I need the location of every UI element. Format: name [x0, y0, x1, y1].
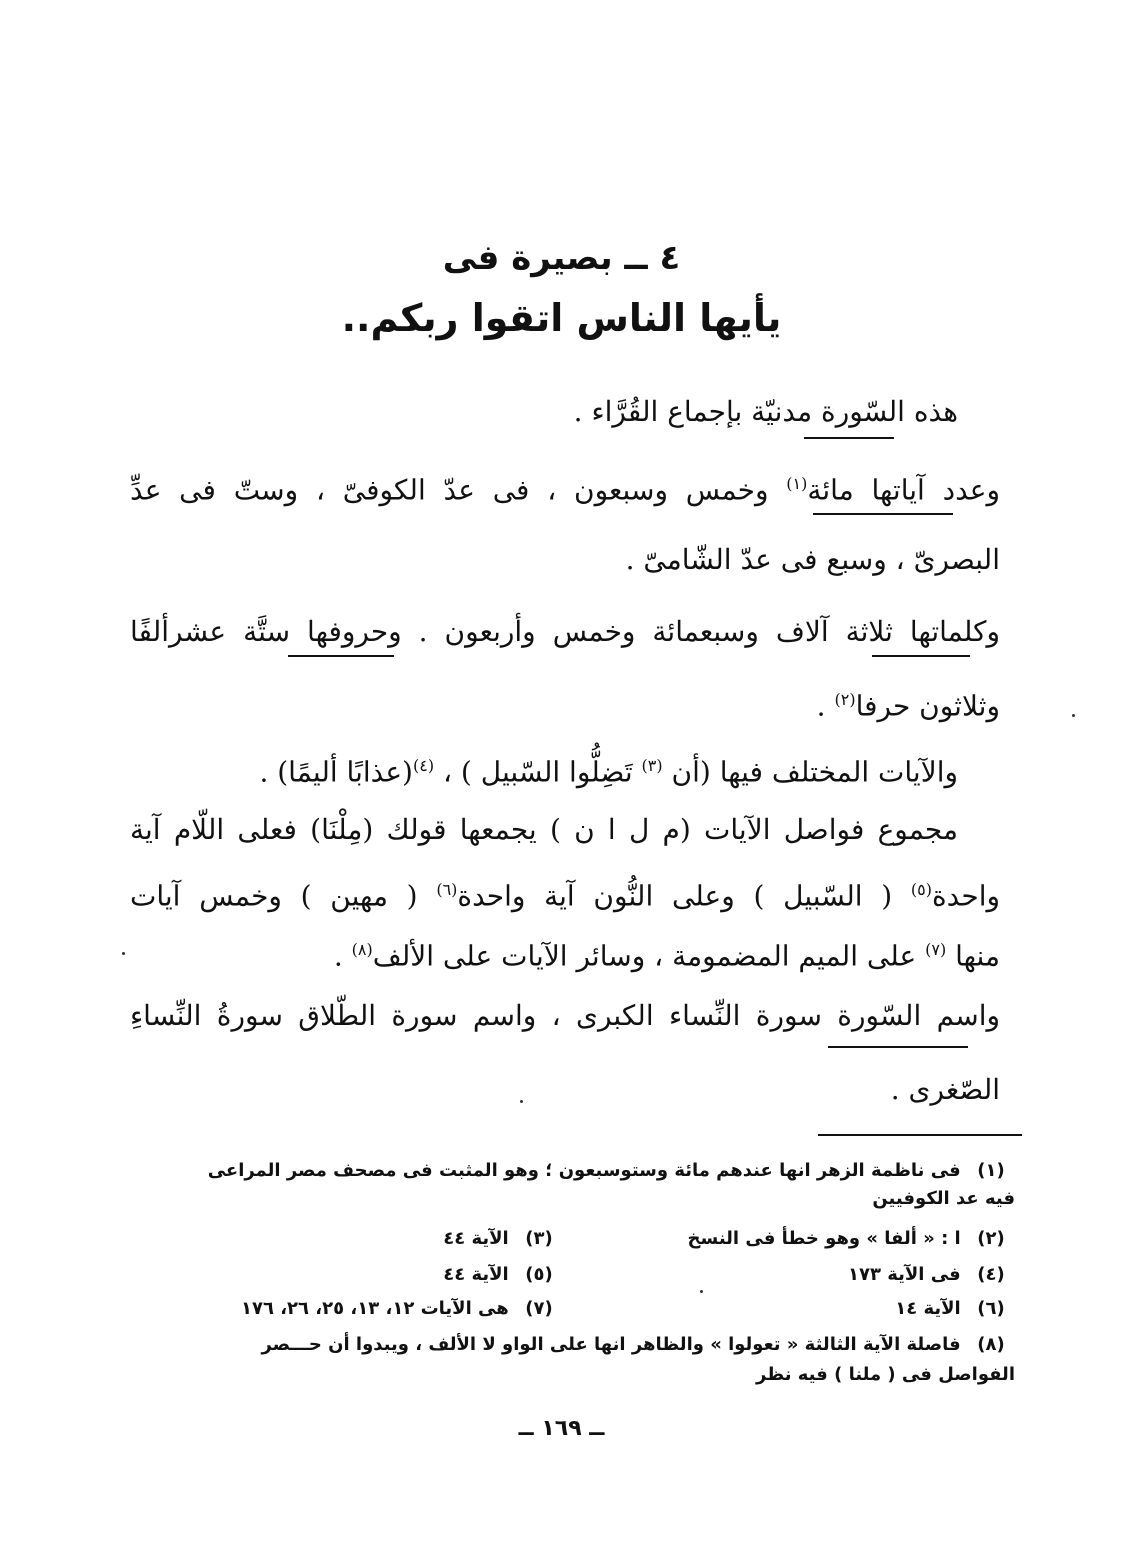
scan-speck	[1072, 714, 1075, 717]
body-line-2: وعدد آياتها مائة$^{(١)}$ وخمس وسبعون ، فى عدّ الكوفىّ ، وستّ فى عدِّ	[130, 473, 1001, 507]
underline-ayatuha	[813, 513, 953, 515]
footnote-6: (٦) الآية ١٤	[895, 1298, 1005, 1319]
footnote-7: (٧) هى الآيات ١٢، ١٣، ٢٥، ٢٦، ١٧٦	[240, 1298, 553, 1319]
underline-ism-alsura	[828, 1046, 968, 1048]
body-line-4: وكلماتها ثلاثة آلاف وسبعمائة وخمس وأربعون . وحروفها ستَّة عشرألفًا	[130, 615, 1000, 648]
body-line-10: واسم السّورة سورة النِّساء الكبرى ، واسم سورة الطّلاق سورةُ النِّساءِ	[130, 999, 1000, 1032]
body-line-5: وثلاثون حرفا$^{(٢)}$ .	[816, 689, 1000, 723]
footnote-ref-5: (٥)	[910, 880, 933, 899]
footnote-ref-4: (٤)	[412, 756, 435, 775]
body-line-8: واحدة$^{(٥)}$ ( السّبيل ) وعلى النُّون آية واحدة$^{(٦)}$ ( مهين ) وخمس آيات	[130, 879, 1000, 913]
footnote-ref-6: (٦)	[436, 880, 458, 899]
body-line-1: هذه السّورة مدنيّة بإجماع القُرَّاء .	[573, 395, 958, 428]
underline-madaniyya	[804, 437, 894, 439]
footnote-4: (٤) فى الآية ١٧٣	[847, 1264, 1005, 1285]
footnote-separator	[818, 1134, 1022, 1136]
footnote-8: (٨) فاصلة الآية الثالثة « تعولوا » والظاهر انها على الواو لا الألف ، ويبدوا أن حـــصر	[261, 1334, 1005, 1355]
scan-speck	[122, 952, 125, 955]
footnote-3: (٣) الآية ٤٤	[443, 1228, 553, 1249]
footnote-2: (٢) ا : « ألفا » وهو خطأ فى النسخ	[687, 1228, 1005, 1249]
body-line-11: الصّغرى .	[890, 1073, 1000, 1106]
footnote-1: (١) فى ناظمة الزهر انها عندهم مائة وستوسبعون ؛ وهو المثبت فى مصحف مصر المراعى	[207, 1160, 1005, 1181]
footnote-ref-3: (٣)	[641, 756, 663, 775]
footnote-1-cont: فيه عد الكوفيين	[872, 1188, 1015, 1209]
body-line-7: مجموع فواصل الآيات (م ل ا ن ) يجمعها قولك (مِلْنَا) فعلى اللّام آية	[130, 813, 958, 846]
verse-heading: يأيها الناس اتقوا ربكم..	[341, 296, 782, 340]
body-line-6: والآيات المختلف فيها (أن $^{(٣)}$ تَضِلُّوا السّبيل ) ، $^{(٤)}$(عذابًا أليمًا) .	[259, 755, 958, 789]
page-number: ــ ١٦٩ ــ	[518, 1416, 605, 1441]
scan-speck	[700, 1290, 703, 1293]
body-line-3: البصرىّ ، وسبع فى عدّ الشّامىّ .	[625, 543, 1000, 576]
body-line-9: منها $^{(٧)}$ على الميم المضمومة ، وسائر الآيات على الألف$^{(٨)}$ .	[333, 939, 1000, 973]
footnote-8-cont: الفواصل فى ( ملنا ) فيه نظر	[756, 1364, 1015, 1385]
scan-speck	[520, 1100, 523, 1103]
footnote-ref-7: (٧)	[925, 940, 947, 959]
footnote-ref-1: (١)	[786, 474, 808, 493]
footnote-5: (٥) الآية ٤٤	[443, 1264, 553, 1285]
underline-huruufuha	[288, 655, 394, 657]
footnote-ref-8: (٨)	[351, 940, 373, 959]
underline-kalimatuha	[872, 655, 970, 657]
section-heading: ٤ ــ بصيرة فى	[442, 238, 681, 278]
footnote-ref-2: (٢)	[834, 690, 856, 709]
